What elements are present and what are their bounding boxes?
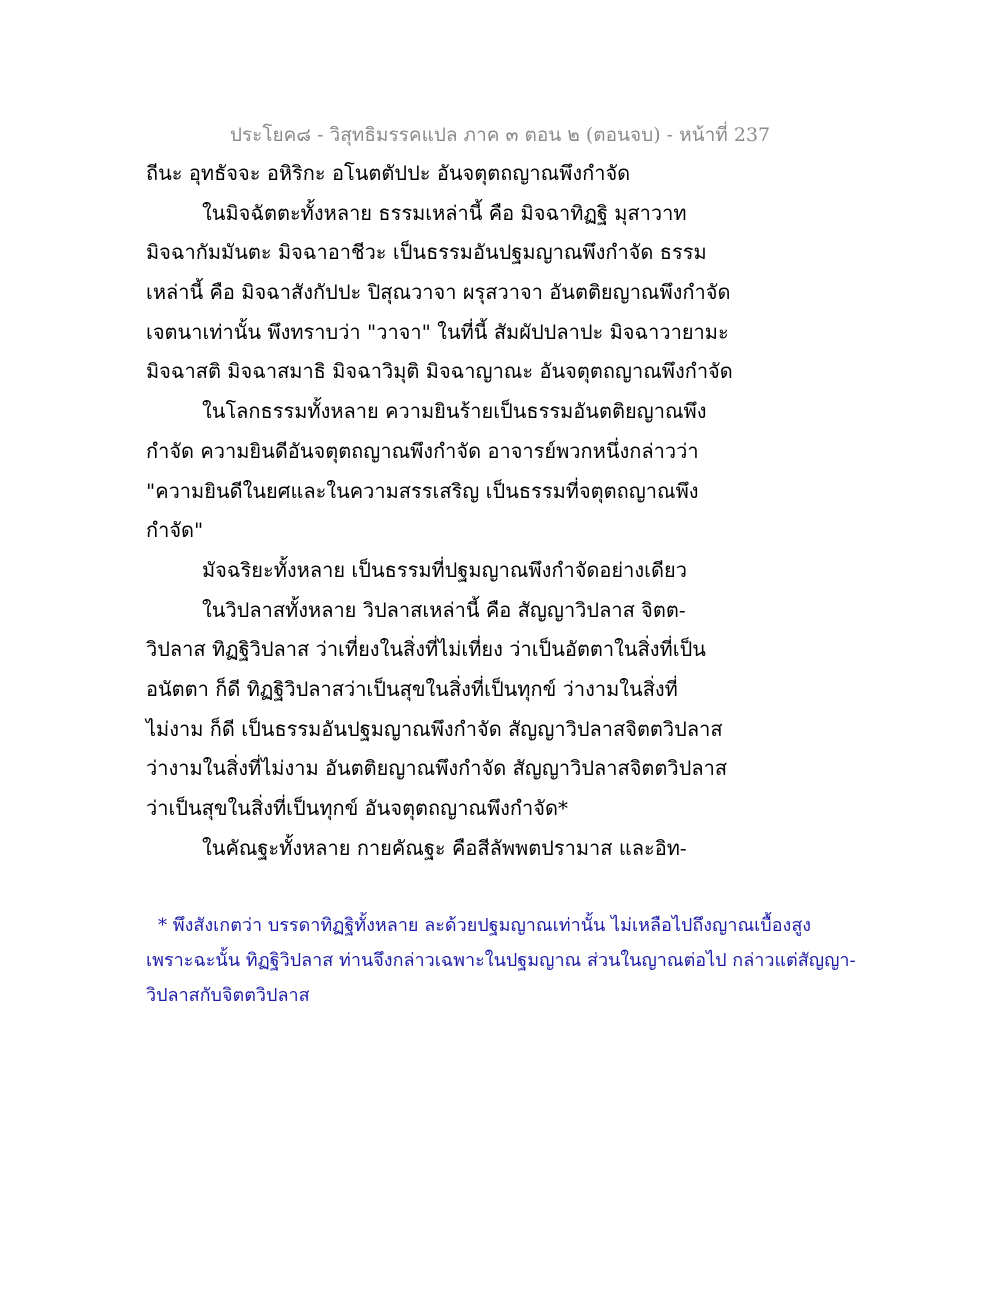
- text-line: ว่างามในสิ่งที่ไม่งาม อันตติยญาณพึงกำจัด สัญญาวิปลาสจิตตวิปลาส: [146, 756, 728, 781]
- text-line: ไม่งาม ก็ดี เป็นธรรมอันปฐมญาณพึงกำจัด สัญญาวิปลาสจิตตวิปลาส: [146, 716, 723, 741]
- text-line: อนัตตา ก็ดี ทิฏฐิวิปลาสว่าเป็นสุขในสิ่งที่เป็นทุกข์ ว่างามในสิ่งที่: [146, 676, 678, 701]
- footnote: [146, 908, 866, 1013]
- text-line: มิจฉาสติ มิจฉาสมาธิ มิจฉาวิมุติ มิจฉาญาณะ อันจตุตถญาณพึงกำจัด: [146, 359, 733, 384]
- text-line: ในวิปลาสทั้งหลาย วิปลาสเหล่านี้ คือ สัญญาวิปลาส จิตต-: [202, 597, 686, 622]
- footnote-line: เพราะฉะนั้น ทิฏฐิวิปลาส ท่านจึงกล่าวเฉพาะในปฐมญาณ ส่วนในญาณต่อไป กล่าวแต่สัญญา-: [146, 950, 856, 971]
- body-text: [146, 154, 866, 868]
- text-line: ว่าเป็นสุขในสิ่งที่เป็นทุกข์ อันจตุตถญาณพึงกำจัด*: [146, 796, 568, 820]
- page-header: ประโยค๘ - วิสุทธิมรรคแปล ภาค ๓ ตอน ๒ (ตอนจบ) - หน้าที่ 237: [229, 124, 771, 146]
- footnote-line: * พึงสังเกตว่า บรรดาทิฏฐิทั้งหลาย ละด้วยปฐมญาณเท่านั้น ไม่เหลือไปถึงญาณเบื้องสูง: [158, 915, 812, 936]
- text-line: "ความยินดีในยศและในความสรรเสริญ เป็นธรรมที่จตุตถญาณพึง: [146, 478, 699, 503]
- text-line: ถีนะ อุทธัจจะ อหิริกะ อโนตตัปปะ อันจตุตถญาณพึงกำจัด: [146, 161, 631, 185]
- text-line: มิจฉากัมมันตะ มิจฉาอาชีวะ เป็นธรรมอันปฐมญาณพึงกำจัด ธรรม: [146, 240, 707, 265]
- text-line: มัจฉริยะทั้งหลาย เป็นธรรมที่ปฐมญาณพึงกำจัดอย่างเดียว: [202, 557, 687, 582]
- text-line: ในคัณฐะทั้งหลาย กายคัณฐะ คือสีลัพพตปรามาส และอิท-: [202, 835, 687, 860]
- footnote-line: วิปลาสกับจิตตวิปลาส: [146, 985, 310, 1006]
- text-line: เหล่านี้ คือ มิจฉาสังกัปปะ ปิสุณวาจา ผรุสวาจา อันตติยญาณพึงกำจัด: [146, 280, 731, 305]
- text-line: กำจัด ความยินดีอันจตุตถญาณพึงกำจัด อาจารย์พวกหนึ่งกล่าวว่า: [146, 438, 699, 463]
- text-line: ในโลกธรรมทั้งหลาย ความยินร้ายเป็นธรรมอันตติยญาณพึง: [202, 399, 707, 424]
- text-line: กำจัด": [146, 518, 204, 543]
- text-line: วิปลาส ทิฏฐิวิปลาส ว่าเที่ยงในสิ่งที่ไม่เที่ยง ว่าเป็นอัตตาในสิ่งที่เป็น: [146, 637, 706, 662]
- text-line: ในมิจฉัตตะทั้งหลาย ธรรมเหล่านี้ คือ มิจฉาทิฏฐิ มุสาวาท: [202, 200, 687, 225]
- text-line: เจตนาเท่านั้น พึงทราบว่า "วาจา" ในที่นี้ สัมผัปปลาปะ มิจฉาวายามะ: [146, 319, 729, 344]
